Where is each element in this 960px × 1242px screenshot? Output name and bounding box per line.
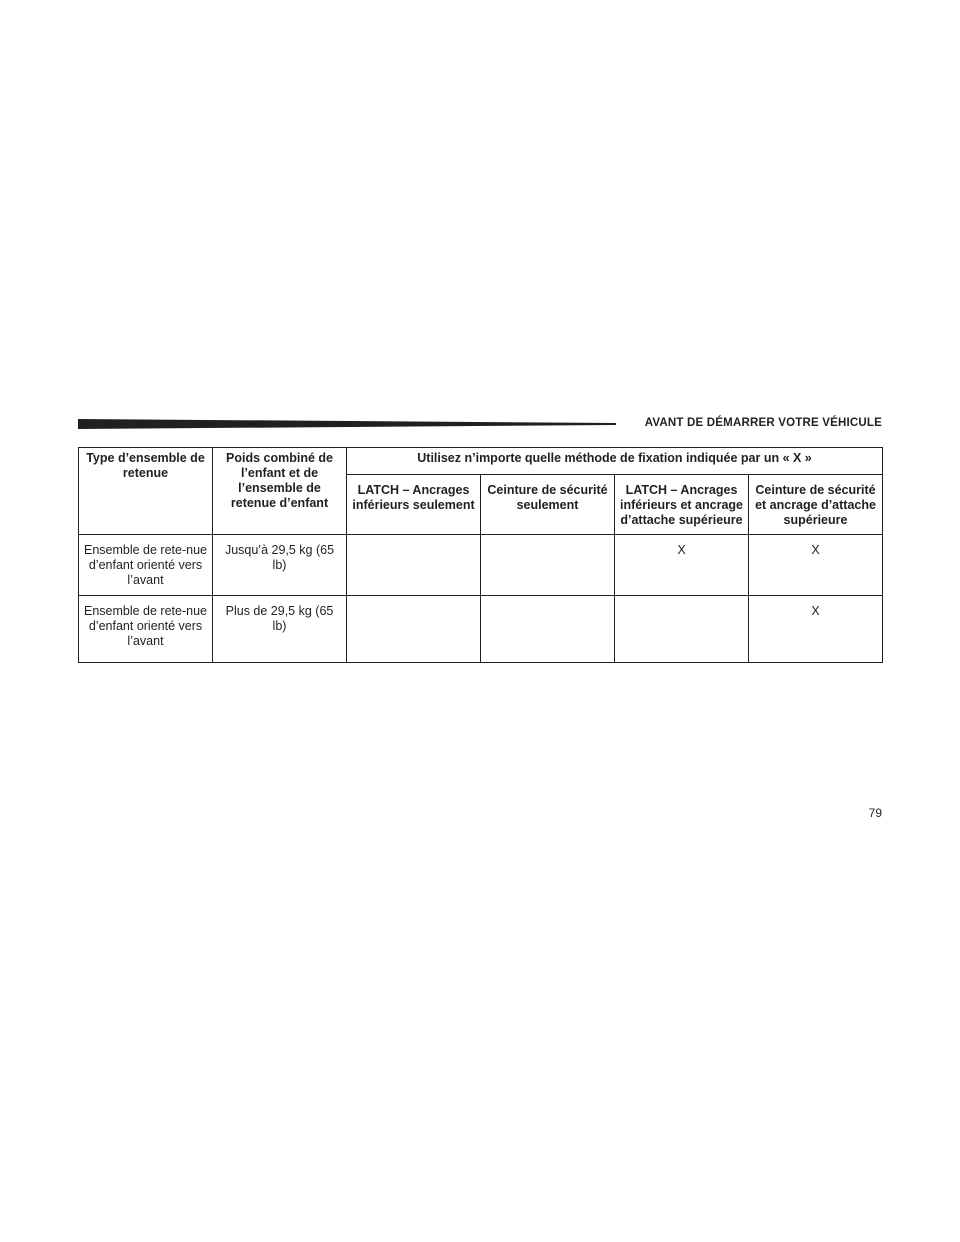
table-header-row xyxy=(79,448,883,475)
table-row xyxy=(79,535,883,596)
header-seatbelt-only: Ceinture de sécurité seulement xyxy=(481,475,615,535)
page-number: 79 xyxy=(868,806,882,820)
header-latch-lower-only: LATCH – Ancrages inférieurs seulement xyxy=(347,475,481,535)
cell-seatbelt-only xyxy=(481,535,615,596)
header-combined-weight: Poids combiné de l’enfant et de l’ensemble de retenue d’enfant xyxy=(213,448,347,535)
header-latch-and-tether: LATCH – Ancrages inférieurs et ancrage d’attache supérieure xyxy=(615,475,749,535)
table-row xyxy=(79,596,883,663)
cell-seatbelt-only xyxy=(481,596,615,663)
cell-seatbelt-and-tether: X xyxy=(749,596,883,663)
header-attachment-methods: Utilisez n’importe quelle méthode de fixation indiquée par un « X » xyxy=(347,448,883,475)
cell-restraint-type: Ensemble de rete-nue d’enfant orienté vers l’avant xyxy=(79,535,213,596)
cell-latch-and-tether xyxy=(615,596,749,663)
header-restraint-type: Type d’ensemble de retenue xyxy=(79,448,213,535)
header-seatbelt-and-tether: Ceinture de sécurité et ancrage d’attache supérieure xyxy=(749,475,883,535)
section-header-bar xyxy=(78,419,616,429)
cell-weight: Jusqu’à 29,5 kg (65 lb) xyxy=(213,535,347,596)
child-restraint-table xyxy=(78,447,883,663)
cell-latch-and-tether: X xyxy=(615,535,749,596)
cell-restraint-type: Ensemble de rete-nue d’enfant orienté vers l’avant xyxy=(79,596,213,663)
cell-latch-lower-only xyxy=(347,535,481,596)
cell-weight: Plus de 29,5 kg (65 lb) xyxy=(213,596,347,663)
cell-seatbelt-and-tether: X xyxy=(749,535,883,596)
cell-latch-lower-only xyxy=(347,596,481,663)
section-header-title: AVANT DE DÉMARRER VOTRE VÉHICULE xyxy=(644,417,882,429)
